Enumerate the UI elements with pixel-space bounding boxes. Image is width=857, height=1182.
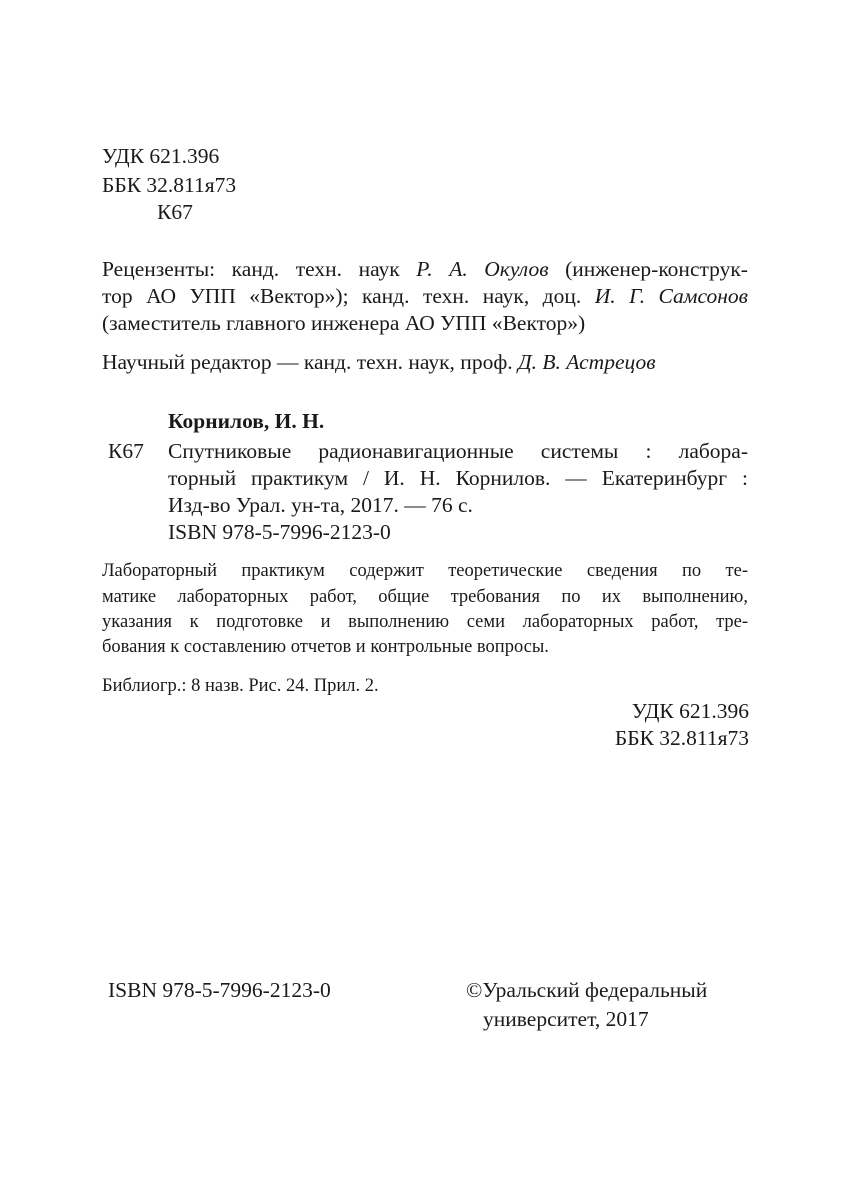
copyright-line-2: университет, 2017	[483, 1007, 649, 1031]
catalog-author: Корнилов, И. Н.	[168, 409, 325, 433]
reviewers-line-2	[102, 283, 748, 309]
catalog-title-line-1: Спутниковые радионавигационные системы : лабора-	[168, 439, 748, 463]
reviewer-name-2: И. Г. Самсонов	[594, 284, 748, 308]
abstract-line-2: матике лабораторных работ, общие требования по их выполнению,	[102, 587, 748, 607]
catalog-publisher-line: Изд-во Урал. ун-та, 2017. — 76 с.	[168, 493, 473, 517]
abstract-line-1: Лабораторный практикум содержит теоретические сведения по те-	[102, 561, 748, 581]
scientific-editor	[102, 349, 656, 375]
udk-code-bottom: УДК 621.396	[631, 699, 749, 723]
reviewers-line-1	[102, 256, 748, 282]
editor-prefix: Научный редактор — канд. техн. наук, проф.	[102, 350, 518, 374]
bbk-code-top: ББК 32.811я73	[102, 173, 237, 197]
reviewers-suffix: (инженер-конструк-	[548, 257, 748, 281]
bibliography-note: Библиогр.: 8 назв. Рис. 24. Прил. 2.	[102, 676, 379, 696]
catalog-title-line-2: торный практикум / И. Н. Корнилов. — Екатеринбург :	[168, 466, 748, 490]
editor-name: Д. В. Астрецов	[518, 350, 656, 374]
reviewer-name-1: Р. А. Окулов	[416, 257, 549, 281]
abstract-line-3: указания к подготовке и выполнению семи лабораторных работ, тре-	[102, 612, 748, 632]
reviewers-line2-prefix: тор АО УПП «Вектор»); канд. техн. наук, доц.	[102, 284, 595, 308]
catalog-isbn: ISBN 978-5-7996-2123-0	[168, 520, 391, 544]
udk-code-top: УДК 621.396	[102, 144, 220, 168]
reviewers-prefix: Рецензенты: канд. техн. наук	[102, 257, 417, 281]
footer-isbn: ISBN 978-5-7996-2123-0	[108, 978, 331, 1002]
bbk-code-bottom: ББК 32.811я73	[614, 726, 749, 750]
copyright-line-1: ©Уральский федеральный	[466, 978, 708, 1002]
reviewers-line-3: (заместитель главного инженера АО УПП «Вектор»)	[102, 311, 586, 335]
catalog-author-mark: К67	[108, 439, 144, 463]
author-mark-top: К67	[157, 200, 193, 224]
abstract-line-4: бования к составлению отчетов и контрольные вопросы.	[102, 637, 549, 657]
